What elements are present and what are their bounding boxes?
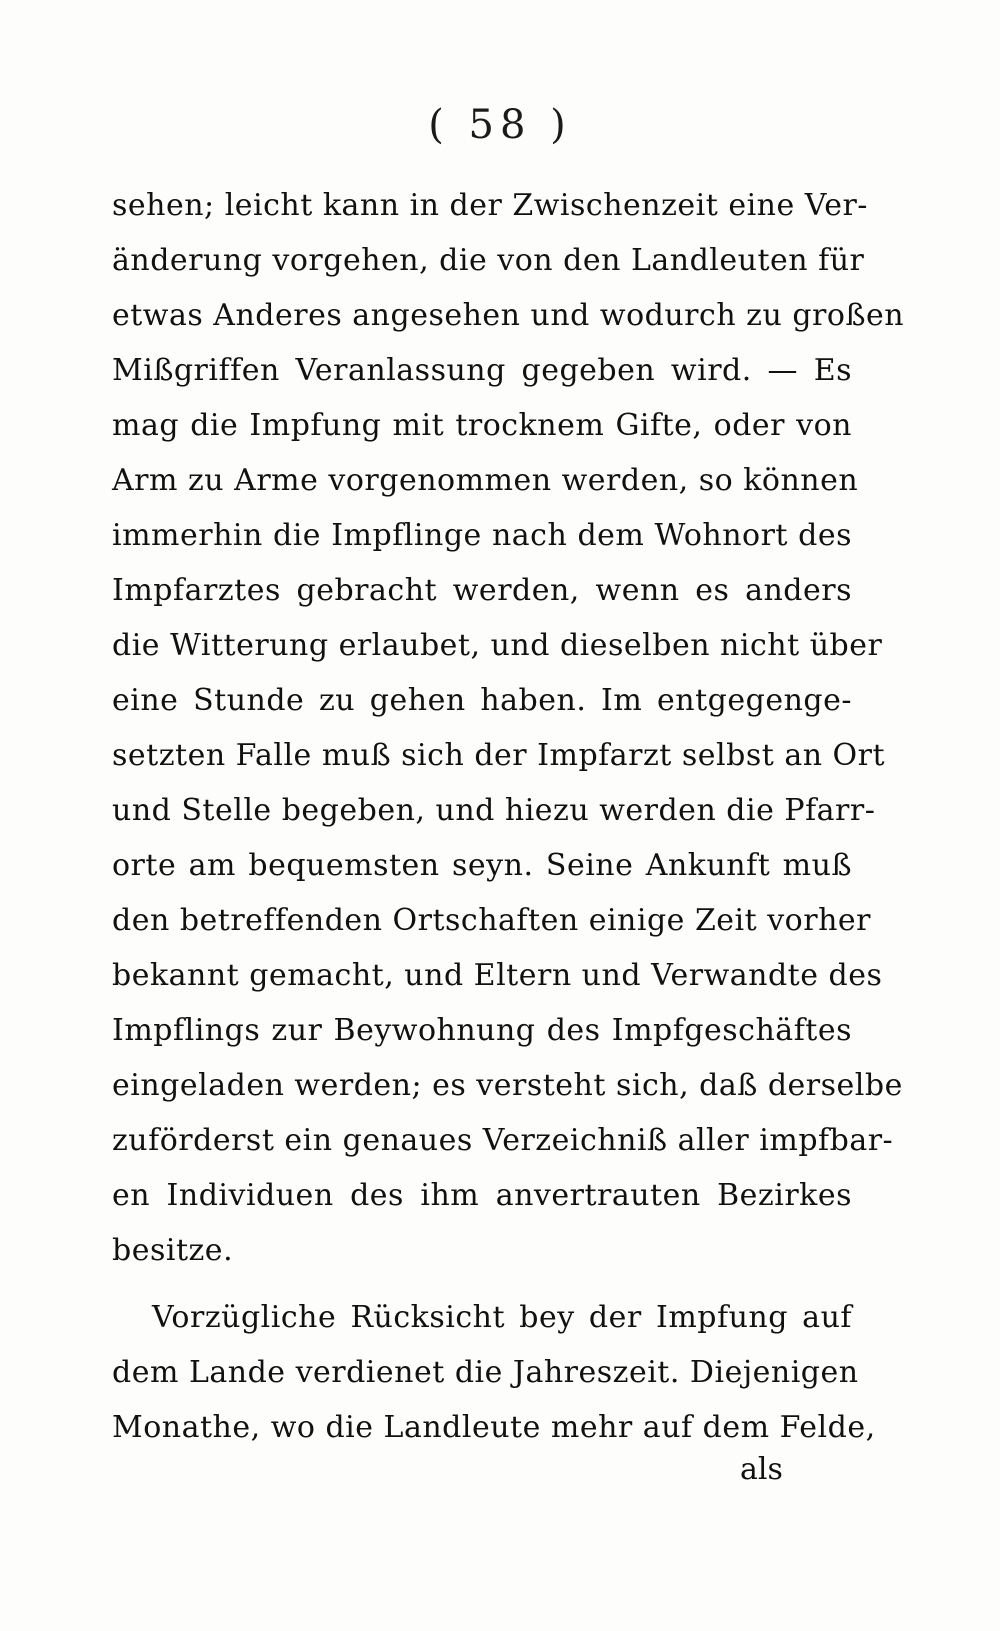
text-line: Impflings zur Beywohnung des Impfgeschäftes xyxy=(112,1013,852,1048)
text-line: en Individuen des ihm anvertrauten Bezirkes xyxy=(112,1178,852,1213)
text-line: bekannt gemacht, und Eltern und Verwandte des xyxy=(112,958,883,993)
text-line: dem Lande verdienet die Jahreszeit. Diejenigen xyxy=(112,1355,859,1390)
text-line: sehen; leicht kann in der Zwischenzeit eine Ver- xyxy=(112,188,868,223)
text-line: etwas Anderes angesehen und wodurch zu großen xyxy=(112,298,905,333)
text-line: änderung vorgehen, die von den Landleuten für xyxy=(112,243,865,278)
text-line: setzten Falle muß sich der Impfarzt selbst an Ort xyxy=(112,738,886,773)
catchword: als xyxy=(740,1452,783,1487)
text-line: die Witterung erlaubet, und dieselben nicht über xyxy=(112,628,883,663)
text-line: Mißgriffen Veranlassung gegeben wird. — Es xyxy=(112,353,852,388)
text-line: Arm zu Arme vorgenommen werden, so können xyxy=(112,463,859,498)
text-line: eine Stunde zu gehen haben. Im entgegenge- xyxy=(112,683,852,718)
text-line: Monathe, wo die Landleute mehr auf dem Felde, xyxy=(112,1410,876,1445)
text-line: zuförderst ein genaues Verzeichniß aller impfbar- xyxy=(112,1123,894,1158)
text-line: mag die Impfung mit trocknem Gifte, oder von xyxy=(112,408,852,443)
page-number: ( 58 ) xyxy=(428,102,572,148)
paragraph-1 xyxy=(112,178,905,1278)
text-line: besitze. xyxy=(112,1233,234,1268)
text-line: immerhin die Impflinge nach dem Wohnort des xyxy=(112,518,852,553)
text-line: eingeladen werden; es versteht sich, daß derselbe xyxy=(112,1068,903,1103)
paragraph-2 xyxy=(112,1290,876,1455)
text-line: orte am bequemsten seyn. Seine Ankunft muß xyxy=(112,848,852,883)
text-line: den betreffenden Ortschaften einige Zeit vorher xyxy=(112,903,871,938)
text-line: Impfarztes gebracht werden, wenn es anders xyxy=(112,573,852,608)
text-line: Vorzügliche Rücksicht bey der Impfung auf xyxy=(152,1300,852,1335)
text-line: und Stelle begeben, und hiezu werden die Pfarr- xyxy=(112,793,876,828)
